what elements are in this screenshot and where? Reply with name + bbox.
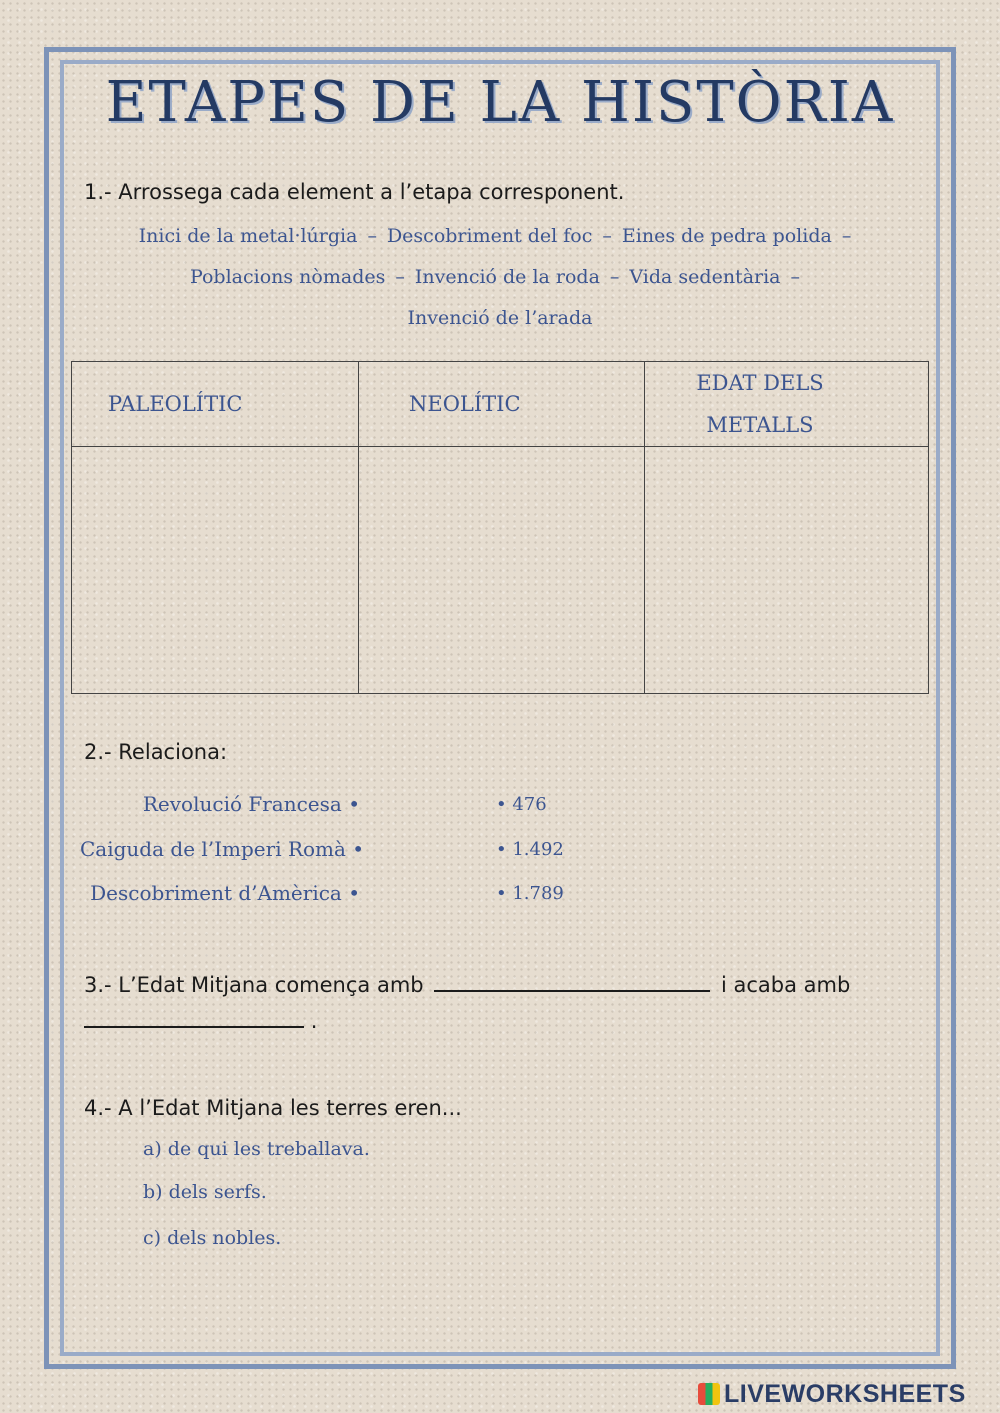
- drag-item[interactable]: Descobriment del foc: [386, 225, 593, 247]
- page-border-inner: [60, 60, 940, 1356]
- q2-instruction: 2.- Relaciona:: [84, 740, 228, 764]
- q1-items-line-1: [70, 225, 930, 247]
- column-header-neolitic: NEOLÍTIC: [359, 362, 645, 447]
- drag-item[interactable]: Vida sedentària: [629, 266, 781, 288]
- item-separator: –: [395, 266, 405, 288]
- q1-items-line-2: [70, 266, 930, 288]
- liveworksheets-brand: [698, 1380, 966, 1409]
- item-separator: –: [790, 266, 801, 288]
- item-separator: –: [367, 225, 377, 247]
- q3-text-end: .: [310, 1009, 318, 1033]
- match-year[interactable]: • 1.789: [496, 883, 564, 904]
- drag-item[interactable]: Inici de la metal·lúrgia: [138, 225, 358, 247]
- drop-zone-edat-dels-metalls[interactable]: [645, 447, 929, 694]
- q3-line-2: [84, 1006, 317, 1033]
- stages-table: [71, 361, 929, 694]
- match-year[interactable]: • 476: [496, 794, 547, 815]
- q4-option-a[interactable]: a) de qui les treballava.: [143, 1138, 370, 1160]
- item-separator: –: [602, 225, 612, 247]
- column-header-paleolitic: PALEOLÍTIC: [72, 362, 359, 447]
- q4-question: 4.- A l’Edat Mitjana les terres eren...: [84, 1096, 462, 1120]
- q4-option-b[interactable]: b) dels serfs.: [143, 1181, 267, 1203]
- drag-item[interactable]: Invenció de l’arada: [407, 307, 593, 329]
- match-event[interactable]: Caiguda de l’Imperi Romà •: [80, 837, 365, 861]
- drop-zone-neolitic[interactable]: [359, 447, 645, 694]
- q3-blank-end[interactable]: [84, 1006, 304, 1028]
- item-separator: –: [841, 225, 852, 247]
- match-event[interactable]: Revolució Francesa •: [142, 792, 360, 816]
- drag-item[interactable]: Invenció de la roda: [414, 266, 600, 288]
- page-title: ETAPES DE LA HISTÒRIA: [105, 70, 895, 135]
- q3-blank-start[interactable]: [434, 970, 710, 992]
- liveworksheets-logo-icon: [698, 1383, 720, 1405]
- q1-instruction: 1.- Arrossega cada element a l’etapa corresponent.: [84, 180, 625, 204]
- drop-zone-paleolitic[interactable]: [72, 447, 359, 694]
- q1-items-line-3: [70, 307, 930, 329]
- q3-text-start: 3.- L’Edat Mitjana comença amb: [84, 973, 424, 997]
- q3-text-mid: i acaba amb: [720, 973, 851, 997]
- drag-item[interactable]: Poblacions nòmades: [189, 266, 386, 288]
- drag-item[interactable]: Eines de pedra polida: [621, 225, 832, 247]
- q3-line-1: [84, 970, 850, 997]
- q4-option-c[interactable]: c) dels nobles.: [143, 1227, 282, 1249]
- match-year[interactable]: • 1.492: [496, 839, 564, 860]
- item-separator: –: [609, 266, 620, 288]
- match-event[interactable]: Descobriment d’Amèrica •: [90, 881, 360, 905]
- brand-text: LIVEWORKSHEETS: [724, 1380, 966, 1408]
- column-header-edat-dels-metalls: EDAT DELS METALLS: [645, 362, 929, 447]
